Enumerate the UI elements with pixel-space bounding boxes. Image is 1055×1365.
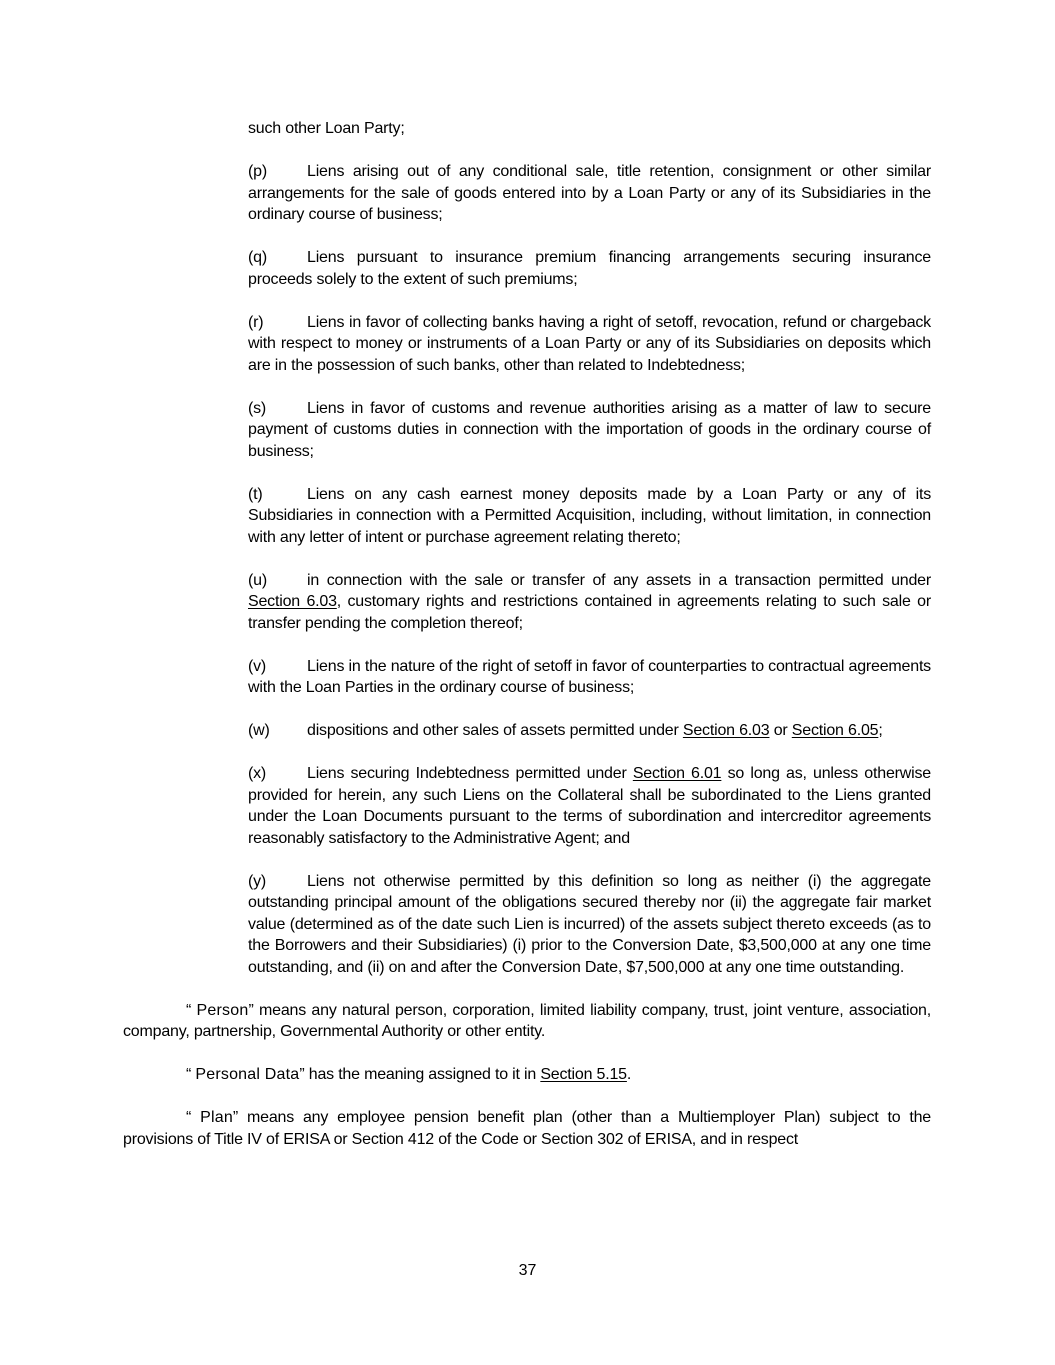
text-run: ” means any employee pension benefit plan (other than a Multiemployer Plan) subject to the provisions of Title IV of ERISA or Section 412 of the Code or Section 302 of ERISA, and in respect (123, 1109, 932, 1148)
text-run: “ (186, 1109, 201, 1126)
text-run: in connection with the sale or transfer of any assets in a transaction permitted under (307, 571, 931, 589)
clause-label: (s) (248, 399, 267, 417)
clause-label: (x) (248, 765, 267, 782)
clause-r (248, 312, 931, 377)
clause-label: (v) (248, 657, 267, 675)
text-run: , customary rights and restrictions contained in agreements relating to such sale or transfer pending the completion thereof; (248, 593, 931, 632)
text-run: so long as, unless otherwise provided for herein, any such Liens on the Collateral shall be subordinated to the Liens granted under the Loan Documents pursuant to the terms of subordination and intercreditor agreements reasonably satisfactory to the Administrative Agent; and (248, 765, 931, 847)
defined-term: Person (196, 1001, 249, 1019)
defined-term: Personal Data (195, 1066, 300, 1083)
clause-q (248, 247, 931, 290)
section-reference: Section 6.05 (791, 722, 879, 739)
clause-label: (r) (248, 313, 264, 331)
text-run: Liens arising out of any conditional sale, title retention, consignment or other similar arrangements for the sale of goods entered into by a Loan Party or any of its Subsidiaries in the ordinary course of business; (248, 163, 931, 223)
definition-personal-data (123, 1064, 931, 1086)
text-run: dispositions and other sales of assets permitted under (307, 722, 683, 739)
text-run: such other Loan Party; (248, 120, 405, 137)
text-run: Liens not otherwise permitted by this definition so long as neither (i) the aggregate outstanding principal amount of the obligations secured thereby nor (ii) the aggregate fair market value (determined as of the date such Lien is incurred) of the assets subject thereto exceeds (as to the Borrowers and their Subsidiaries) (i) prior to the Conversion Date, $3,500,000 at any one time outstanding, and (ii) on and after the Conversion Date, $7,500,000 at any one time outstanding. (248, 872, 931, 976)
text-run: “ (186, 1001, 197, 1019)
clause-y (248, 871, 931, 979)
clause-w (248, 720, 931, 742)
text-run: or (769, 722, 792, 739)
text-run: Liens in the nature of the right of setoff in favor of counterparties to contractual agreements with the Loan Parties in the ordinary course of business; (248, 657, 931, 696)
clause-continuation (248, 118, 931, 140)
clause-label: (w) (248, 722, 270, 739)
clause-u (248, 570, 931, 635)
text-run: “ (186, 1066, 196, 1083)
clause-x (248, 763, 931, 849)
document-body (123, 118, 931, 1172)
text-run: Liens on any cash earnest money deposits made by a Loan Party or any of its Subsidiaries in connection with a Permitted Acquisition, including, without limitation, in connection with any letter of intent or purchase agreement relating thereto; (248, 485, 931, 546)
clause-label: (y) (248, 872, 267, 890)
clause-label: (t) (248, 485, 263, 503)
text-run: . (626, 1066, 632, 1083)
text-run: ” means any natural person, corporation, limited liability company, trust, joint venture, association, company, partnership, Governmental Authority or other entity. (123, 1001, 931, 1040)
clause-p (248, 161, 931, 226)
definition-person (123, 1000, 931, 1043)
definition-plan (123, 1107, 931, 1150)
clause-v (248, 656, 931, 699)
section-reference: Section 6.03 (248, 593, 337, 610)
section-reference: Section 5.15 (540, 1066, 627, 1083)
page-number: 37 (518, 1262, 537, 1279)
section-reference: Section 6.03 (682, 722, 770, 739)
defined-term: Plan (200, 1109, 233, 1126)
section-reference: Section 6.01 (632, 765, 722, 782)
text-run: ; (878, 722, 883, 739)
clause-label: (p) (248, 163, 267, 180)
text-run: Liens in favor of collecting banks having a right of setoff, revocation, refund or chargeback with respect to money or instruments of a Loan Party or any of its Subsidiaries on deposits which are in the possession of such banks, other than related to Indebtedness; (248, 313, 931, 374)
text-run: Liens in favor of customs and revenue authorities arising as a matter of law to secure payment of customs duties in connection with the importation of goods in the ordinary course of business; (248, 399, 931, 460)
text-run: Liens securing Indebtedness permitted under (307, 765, 633, 782)
clause-label: (u) (248, 571, 267, 589)
clause-label: (q) (248, 249, 267, 266)
text-run: Liens pursuant to insurance premium financing arrangements securing insurance proceeds solely to the extent of such premiums; (248, 249, 931, 288)
text-run: ” has the meaning assigned to it in (299, 1066, 541, 1083)
clause-s (248, 398, 931, 463)
clause-t (248, 484, 931, 549)
